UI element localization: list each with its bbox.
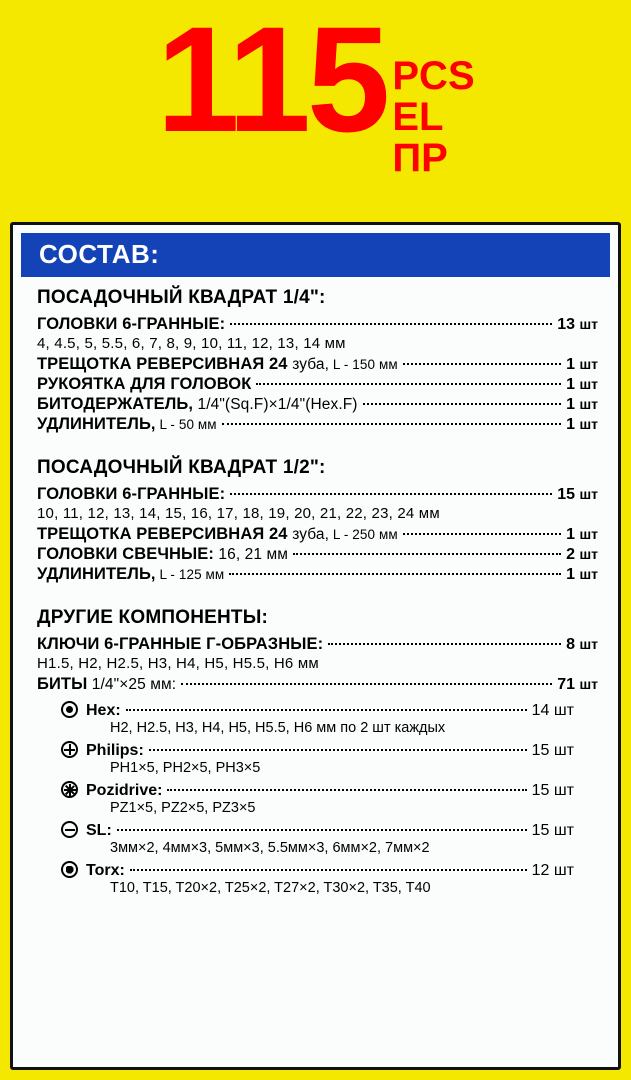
item-label: SL:	[86, 822, 112, 839]
leader-dots	[222, 423, 561, 425]
item-qty: 1	[566, 526, 576, 543]
item-label: ТРЕЩОТКА РЕВЕРСИВНАЯ 24 зуба, L - 150 мм	[37, 355, 398, 373]
item-qty: 1	[566, 396, 576, 413]
item-detail: T10, T15, T20×2, T25×2, T27×2, T30×2, T35, T40	[110, 880, 431, 896]
leader-dots	[181, 683, 552, 685]
item-value	[566, 526, 598, 544]
section-heading: ПОСАДОЧНЫЙ КВАДРАТ 1/2":	[37, 457, 326, 478]
leader-dots	[328, 643, 561, 645]
list-item	[61, 778, 574, 800]
item-label: РУКОЯТКА ДЛЯ ГОЛОВОК	[37, 375, 252, 393]
item-qty: 14	[531, 702, 550, 719]
item-value	[566, 376, 598, 394]
item-label: Hex:	[86, 702, 121, 719]
header-word-pr: ПР	[392, 135, 448, 180]
header-word-pcs: PCS	[392, 54, 475, 98]
leader-dots	[230, 493, 552, 495]
piece-count: 115	[156, 0, 387, 163]
section-heading: ПОСАДОЧНЫЙ КВАДРАТ 1/4":	[37, 287, 326, 308]
item-detail: PH1×5, PH2×5, PH3×5	[110, 760, 261, 776]
item-detail: 3мм×2, 4мм×3, 5мм×3, 5.5мм×3, 6мм×2, 7мм×2	[110, 840, 430, 856]
list-item	[61, 818, 574, 840]
item-qty: 15	[531, 742, 550, 759]
header	[0, 0, 631, 190]
item-label: УДЛИНИТЕЛЬ, L - 50 мм	[37, 415, 217, 433]
item-qty: 15	[557, 486, 576, 503]
leader-dots	[117, 829, 527, 831]
list-item	[37, 485, 598, 504]
item-value	[532, 822, 574, 840]
item-value	[532, 862, 574, 880]
item-label: ГОЛОВКИ 6-ГРАННЫЕ:	[37, 485, 226, 503]
item-label: БИТЫ 1/4"×25 мм:	[37, 675, 177, 693]
item-label: Pozidrive:	[86, 782, 163, 799]
list-item	[37, 355, 598, 374]
item-label: ГОЛОВКИ 6-ГРАННЫЕ:	[37, 315, 226, 333]
list-item	[61, 858, 574, 880]
slotted-bit-icon	[61, 821, 78, 838]
item-value	[566, 566, 598, 584]
list-item	[37, 525, 598, 544]
section-heading: ДРУГИЕ КОМПОНЕНТЫ:	[37, 607, 269, 628]
item-value	[557, 316, 598, 334]
hex-bit-icon	[61, 701, 78, 718]
item-value	[532, 782, 574, 800]
item-detail: H1.5, H2, H2.5, H3, H4, H5, H5.5, H6 мм	[37, 655, 319, 672]
item-label: БИТОДЕРЖАТЕЛЬ, 1/4"(Sq.F)×1/4"(Hex.F)	[37, 395, 358, 413]
leader-dots	[403, 533, 561, 535]
item-label: ТРЕЩОТКА РЕВЕРСИВНАЯ 24 зуба, L - 250 мм	[37, 525, 398, 543]
item-unit: шт	[579, 486, 598, 502]
item-qty: 13	[557, 316, 576, 333]
item-value	[566, 416, 598, 434]
list-item	[37, 675, 598, 694]
leader-dots	[229, 573, 561, 575]
item-detail: H2, H2.5, H3, H4, H5, H5.5, H6 мм по 2 шт каждых	[110, 720, 446, 736]
item-qty: 1	[566, 356, 576, 373]
item-unit: шт	[579, 526, 598, 542]
item-detail: 4, 4.5, 5, 5.5, 6, 7, 8, 9, 10, 11, 12, 13, 14 мм	[37, 335, 346, 352]
bits-list	[61, 698, 598, 896]
item-unit: шт	[579, 416, 598, 432]
list-item	[37, 545, 598, 564]
list-item	[37, 395, 598, 414]
item-value	[557, 486, 598, 504]
list-item	[37, 415, 598, 434]
panel-title: СОСТАВ:	[21, 233, 610, 277]
leader-dots	[126, 709, 527, 711]
item-unit: шт	[579, 376, 598, 392]
item-unit: шт	[579, 566, 598, 582]
item-label: ГОЛОВКИ СВЕЧНЫЕ: 16, 21 мм	[37, 545, 289, 563]
pozidrive-bit-icon	[61, 781, 78, 798]
leader-dots	[293, 553, 561, 555]
list-item	[61, 738, 574, 760]
item-qty: 1	[566, 566, 576, 583]
item-value	[566, 396, 598, 414]
item-detail: PZ1×5, PZ2×5, PZ3×5	[110, 800, 256, 816]
item-value	[566, 636, 598, 654]
leader-dots	[256, 383, 561, 385]
list-item	[37, 315, 598, 334]
item-unit: шт	[579, 546, 598, 562]
item-label: Torx:	[86, 862, 125, 879]
item-unit: шт	[579, 676, 598, 692]
item-unit: шт	[553, 782, 574, 799]
item-detail: 10, 11, 12, 13, 14, 15, 16, 17, 18, 19, 20, 21, 22, 23, 24 мм	[37, 505, 440, 522]
item-label: УДЛИНИТЕЛЬ, L - 125 мм	[37, 565, 225, 583]
item-unit: шт	[553, 742, 574, 759]
item-qty: 1	[566, 416, 576, 433]
item-qty: 12	[531, 862, 550, 879]
item-label: Philips:	[86, 742, 144, 759]
item-qty: 15	[531, 822, 550, 839]
leader-dots	[363, 403, 562, 405]
header-word-el: EL	[392, 94, 444, 139]
leader-dots	[230, 323, 552, 325]
item-value	[532, 702, 574, 720]
item-value	[532, 742, 574, 760]
item-qty: 15	[531, 782, 550, 799]
item-qty: 1	[566, 376, 576, 393]
header-words	[392, 56, 474, 178]
item-qty: 8	[566, 636, 576, 653]
item-unit: шт	[579, 636, 598, 652]
list-item	[61, 698, 574, 720]
leader-dots	[149, 749, 527, 751]
leader-dots	[167, 789, 526, 791]
leader-dots	[403, 363, 561, 365]
leader-dots	[130, 869, 527, 871]
philips-bit-icon	[61, 741, 78, 758]
item-qty: 2	[566, 546, 576, 563]
item-unit: шт	[579, 396, 598, 412]
item-qty: 71	[557, 676, 576, 693]
item-unit: шт	[579, 356, 598, 372]
item-unit: шт	[553, 862, 574, 879]
item-unit: шт	[553, 822, 574, 839]
torx-bit-icon	[61, 861, 78, 878]
item-value	[566, 356, 598, 374]
item-unit: шт	[579, 316, 598, 332]
item-unit: шт	[553, 702, 574, 719]
contents-panel	[10, 222, 621, 1070]
item-value	[557, 676, 598, 694]
list-item	[37, 565, 598, 584]
list-item	[37, 635, 598, 654]
list-item	[37, 375, 598, 394]
item-value	[566, 546, 598, 564]
panel-content	[21, 287, 610, 896]
item-label: КЛЮЧИ 6-ГРАННЫЕ Г-ОБРАЗНЫЕ:	[37, 635, 324, 653]
